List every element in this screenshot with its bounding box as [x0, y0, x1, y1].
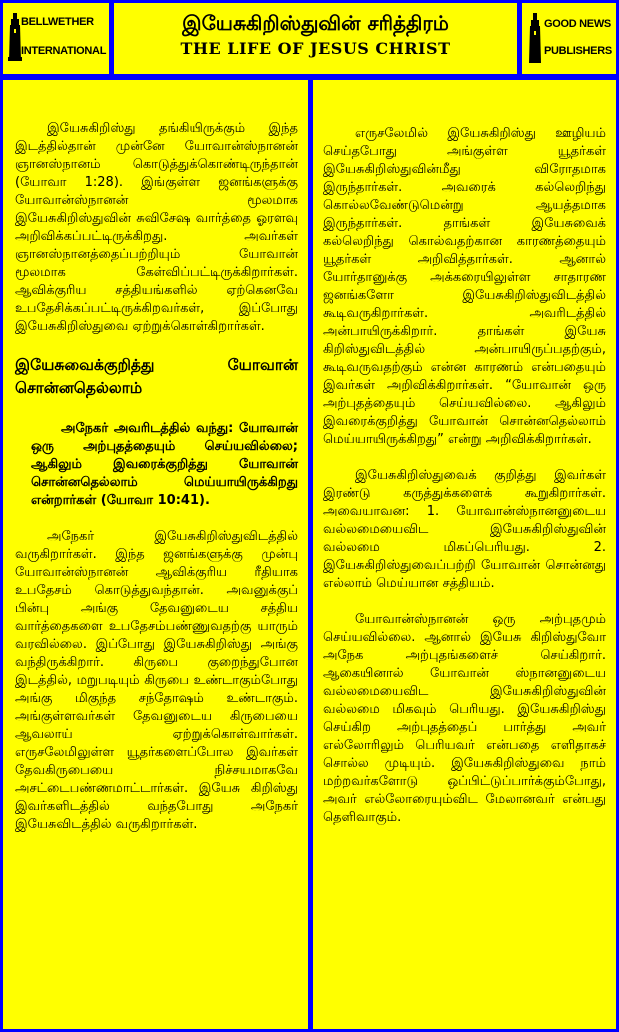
scripture-quote: அநேகர் அவரிடத்தில் வந்து: யோவான் ஒரு அற்புதத்தையும் செய்யவில்லை; ஆகிலும் இவரைக்குறித்து யோவான் சொன்னதெல்லாம் மெய்யாயிருக்கிறது என்றார்கள் (யோவா 10:41).: [31, 421, 298, 508]
paragraph: அநேகர் இயேசுகிறிஸ்துவிடத்தில் வருகிறார்கள். இந்த ஜனங்களுக்கு முன்பு யோவான்ஸ்நானன் ஆவிக்குரிய ரீதியாக உபதேசம் கொடுத்துவந்தான். அவனுக்குப் பின்பு அங்கு தேவனுடைய சத்திய வார்த்தைகளை உபதேசம்பண்ணுவதற்கு யாரும் வரவில்லை. இப்போது இயேசுகிறிஸ்து அங்கு வந்திருக்கிறார். கிருபை குறைந்துபோன இடத்தில், மறுபடியும் கிருபை உண்டாகும்போது அங்கு மிகுந்த சந்தோஷம் உண்டாகும். அங்குள்ளவர்கள் தேவனுடைய கிருபையை ஆவலாய் ஏற்றுக்கொள்வார்கள். எருசலேமிலுள்ள யூதர்களைப்போல இவர்கள் தேவகிருபையை நிச்சயமாகவே அசட்டைபண்ணமாட்டார்கள். இயேசு கிறிஸ்து இவர்களிடத்தில் வந்தபோது அநேகர் இயேசுவிடத்தில் வருகிறார்கள்.: [15, 529, 298, 832]
page-title-tamil: இயேசுகிறிஸ்துவின் சரித்திரம்: [182, 11, 449, 35]
logo-left-line-2: INTERNATIONAL: [21, 45, 107, 57]
left-column: [3, 80, 308, 1029]
paragraph: எருசலேமில் இயேசுகிறிஸ்து ஊழியம் செய்தபோது அங்குள்ள யூதர்கள் இயேசுகிறிஸ்துவின்மீது விரோதமாக இருந்தார்கள். அவரைக் கல்லெறிந்து கொல்லவேண்டுமென்று ஆயத்தமாக இருந்தார்கள். தாங்கள் இயேசுவைக் கல்லெறிந்து கொல்வதற்கான காரணத்தையும் யூதர்கள் அறிவித்தார்கள். ஆனால் யோர்தானுக்கு அக்கரையிலுள்ள சாதாரண ஜனங்களோ இயேசுகிறிஸ்துவிடத்தில் கூடிவருகிறார்கள். அவரிடத்தில் அன்பாயிருக்கிறார். தாங்கள் இயேசு கிறிஸ்துவிடத்தில் அன்பாயிருப்பதற்கும், கூடிவருவதற்கும் என்ன காரணம் என்பதையும் இவர்கள் அறிவிக்கிறார்கள். “யோவான் ஒரு அற்புதத்தையும் செய்யவில்லை. ஆகிலும் இவரைக்குறித்து யோவான் சொன்னதெல்லாம் மெய்யாயிருக்கிறது” என்று அறிவிக்கிறார்கள்.: [323, 126, 606, 447]
logo-right-line-1: GOOD NEWS: [544, 18, 611, 30]
page-title-english: THE LIFE OF JESUS CHRIST: [180, 39, 451, 58]
tower-icon: [528, 13, 542, 63]
paragraph: யோவான்ஸ்நானன் ஒரு அற்புதமும் செய்யவில்லை. ஆனால் இயேசு கிறிஸ்துவோ அநேக அற்புதங்களைச் செய்கிறார். ஆகையினால் யோவான் ஸ்நானனுடைய வல்லமையைவிட இயேசுகிறிஸ்துவின் வல்லமை மிகவும் பெரியது. இயேசுகிறிஸ்து செய்கிற அற்புதத்தைப் பார்த்து அவர் எல்லோரிலும் பெரியவர் என்பதை எளிதாகச் சொல்ல முடியும். இயேசுகிறிஸ்துவை நாம் மற்றவர்களோடு ஒப்பிட்டுப்பார்க்கும்போது, அவர் எல்லோரையும்விட மேலானவர் என்பது தெளிவாகும்.: [323, 612, 606, 825]
right-column: [313, 80, 616, 1029]
page-header: [114, 3, 517, 74]
logo-left-line-1: BELLWETHER: [21, 16, 94, 28]
bellwether-logo: [3, 3, 109, 74]
paragraph: இயேசுகிறிஸ்து தங்கியிருக்கும் இந்த இடத்தில்தான் முன்னே யோவான்ஸ்நானன் ஞானஸ்நானம் கொடுத்துக்கொண்டிருந்தான் (யோவா 1:28). இங்குள்ள ஜனங்களுக்கு யோவான்ஸ்நானன் மூலமாக இயேசுகிறிஸ்துவின் சுவிசேஷ வார்த்தை ஓரளவு அறிவிக்கப்பட்டிருக்கிறது. அவர்கள் ஞானஸ்நானத்தைப்பற்றியும் யோவான் மூலமாக கேள்விப்பட்டிருக்கிறார்கள். ஆவிக்குரிய சத்தியங்களில் ஏற்கெனவே உபதேசிக்கப்பட்டிருக்கிறவர்கள், இப்போது இயேசுகிறிஸ்துவை ஏற்றுக்கொள்கிறார்கள்.: [15, 121, 298, 334]
section-heading: இயேசுவைக்குறித்து யோவான் சொன்னதெல்லாம்: [15, 356, 298, 397]
good-news-logo: [522, 3, 616, 74]
tower-icon: [8, 13, 22, 61]
logo-right-line-2: PUBLISHERS: [544, 45, 612, 57]
paragraph: இயேசுகிறிஸ்துவைக் குறித்து இவர்கள் இரண்டு கருத்துக்களைக் கூறுகிறார்கள். அவையாவன: 1. யோவான்ஸ்நானனுடைய வல்லமையைவிட இயேசுகிறிஸ்துவின் வல்லமை மிகப்பெரியது. 2. இயேசுகிறிஸ்துவைப்பற்றி யோவான் சொன்னது எல்லாம் மெய்யான சத்தியம்.: [323, 468, 606, 591]
